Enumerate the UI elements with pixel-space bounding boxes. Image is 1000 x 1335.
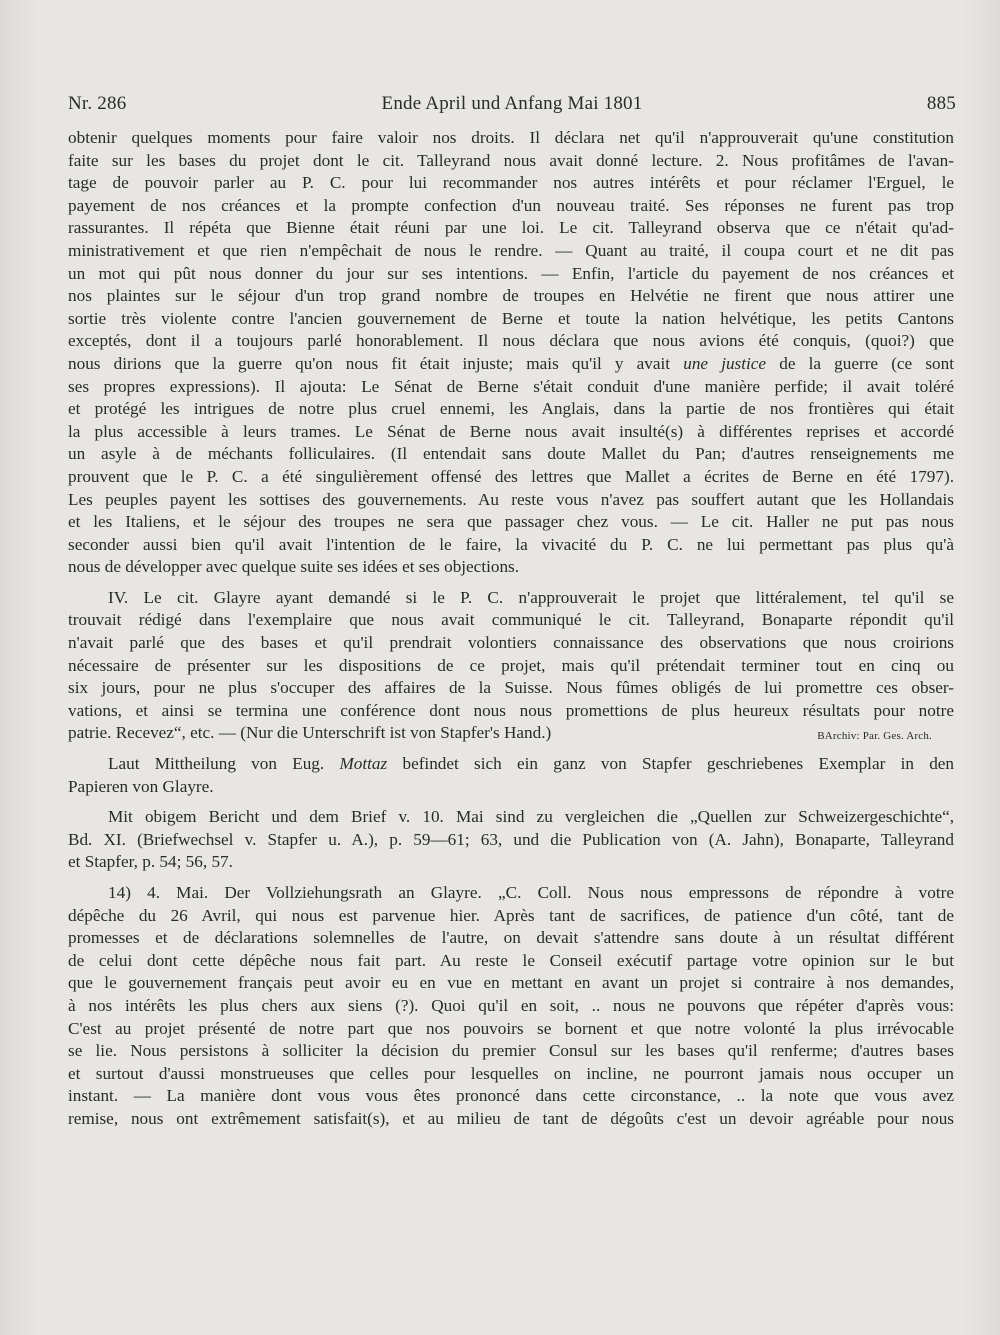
text-line: trouvait rédigé dans l'exemplaire que nous avait communiqué le cit. Talleyrand, Bonaparte répondit qu'il [68,610,954,630]
paragraph-gap [68,579,954,587]
text-line: patrie. Recevez“, etc. — (Nur die Unterschrift ist von Stapfer's Hand.) [68,723,552,743]
text-line: et protégé les intrigues de notre plus cruel ennemi, les Anglais, dans la partie de nos frontières qui était [68,399,954,419]
text-line: Papieren von Glayre. [68,776,214,796]
text-line: la plus accessible à leurs trames. Le Sénat de Berne nous avait insulté(s) à différentes reprises et accordé [68,421,954,441]
text-line: promesses et de déclarations solemnelles de l'autre, on devait s'attendre sans doute à un résultat différent [68,928,954,948]
text-line: nécessaire de présenter sur les dispositions de ce projet, mais qu'il prétendait terminer tout en cinq ou [68,655,954,675]
body-text [68,127,954,1131]
text-line: rassurantes. Il répéta que Bienne était réuni par une loi. Le cit. Talleyrand observa que ce n'était qu'ad- [68,218,954,238]
text-line: seconder aussi bien qu'il avait l'intention de le faire, la vivacité du P. C. ne lui permettant pas plus qu'à [68,534,954,554]
text-line: n'avait parlé que des bases et qu'il prendrait volontiers connaissance des observations que nous croirions [68,633,954,653]
text-line: Bd. XI. (Briefwechsel v. Stapfer u. A.), p. 59—61; 63, und die Publication von (A. Jahn), Bonaparte, Talleyrand [68,829,954,849]
italic-phrase: une justice [683,353,767,373]
page-number: 885 [926,93,956,114]
text-line: Les peuples payent les sottises des gouvernements. Au reste vous n'avez pas souffert autant que les Hollandais [68,489,954,509]
paragraph-gap [68,874,954,882]
text-line: que le gouvernement français peut avoir eu en vue en mettant en avant un projet si contraire à nos demandes, [68,973,954,993]
text-line: sortie très violente contre l'ancien gouvernement de Berne et toute la nation helvétique, les petits Cantons [68,308,954,328]
closing-line-row [68,722,954,745]
text-line: IV. Le cit. Glayre ayant demandé si le P. C. n'approuverait le projet que littéralement, tel qu'il se [108,587,954,607]
text-line: et Stapfer, p. 54; 56, 57. [68,852,233,872]
text-line: nous de développer avec quelque suite ses idées et ses objections. [68,557,520,577]
line-end: befindet sich ein ganz von Stapfer geschriebenes Exemplar in den [402,754,955,774]
text-line: et surtout d'aussi monstrueuses que celles pour lesquelles on incline, ne pourront jamais nous occuper un [68,1063,954,1083]
running-title: Ende April und Anfang Mai 1801 [381,93,643,114]
text-line: Mit obigem Bericht und dem Brief v. 10. Mai sind zu vergleichen die „Quellen zur Schweizergeschichte“, [108,807,954,827]
text-line: remise, nous ont extrêmement satisfait(s), et au milieu de tant de dégoûts c'est un devoir agréable pour nous [68,1108,954,1128]
text-line: dépêche du 26 Avril, qui nous est parvenue hier. Après tant de sacrifices, de patience d'un côté, tant de [68,905,954,925]
text-line-with-italic [68,353,954,376]
text-line: tage de pouvoir parler au P. C. pour lui recommander nos autres intérêts et pour réclamer l'Erguel, le [68,173,954,193]
line-end: de la guerre (ce sont [779,353,954,373]
text-line-with-italic [68,753,954,776]
text-line: de celui dont cette dépêche nous fait part. Au reste le Conseil exécutif partage votre opinion sur le but [68,950,954,970]
text-line: payement de nos créances et la prompte confection d'un nouveau traité. Ses réponses ne furent pas trop [68,195,954,215]
text-line: un asyle à de méchants folliculaires. (Il entendait sans doute Mallet du Pan; d'autres renseignements me [68,444,954,464]
line-start: nous dirions que la guerre qu'on nous fit était injuste; mais qu'il y avait [68,353,671,373]
text-line: nos plaintes sur le séjour d'un trop grand nombre de troupes en Helvétie ne firent que nous attirer une [68,286,954,306]
text-line: obtenir quelques moments pour faire valoir nos droits. Il déclara net qu'il n'approuverait qu'une constitution [68,128,954,147]
text-line: six jours, pour ne plus s'occuper des affaires de la Suisse. Nous fûmes obligés de lui promettre ces obser- [68,678,954,698]
text-line: prouvent que le P. C. a été singulièrement offensé des lettres que Mallet a écrites de Berne en été 1797). [68,466,954,486]
text-line: ses propres expressions). Il ajouta: Le Sénat de Berne s'était conduit d'une manière perfide; il avait toléré [68,376,954,396]
line-start: Laut Mittheilung von Eug. [108,754,325,774]
text-line: se lie. Nous persistons à solliciter la décision du premier Consul sur les bases qu'il renferme; d'autres bases [68,1041,954,1061]
text-line: ministrativement et que rien n'empêchait de nous le rendre. — Quant au traité, il coupa court et ne dit pas [68,240,954,260]
text-line: 14) 4. Mai. Der Vollziehungsrath an Glayre. „C. Coll. Nous nous empressons de répondre à votre [108,883,954,902]
paragraph-gap [68,798,954,806]
text-line: faite sur les bases du projet dont le cit. Talleyrand nous avait donné lecture. 2. Nous profitâmes de l'avan- [68,150,954,170]
text-line: un mot qui pût nous donner du jour sur ses intentions. — Enfin, l'article du payement de nos créances et [68,263,954,283]
italic-name: Mottaz [339,754,388,774]
text-line: instant. — La manière dont vous vous êtes prononcé dans cette circonstance, .. la note que vous avez [68,1086,954,1106]
text-line: C'est au projet présenté de notre part que nos pouvoirs se bornent et que notre volonté la plus irrévocable [68,1018,954,1038]
document-number: Nr. 286 [68,93,127,114]
text-line: exceptés, dont il a toujours parlé honorablement. Il nous déclara que nous avions été conquis, (quoi?) que [68,331,954,351]
archive-source-note: BArchiv: Par. Ges. Arch. [817,730,932,743]
text-line: vations, et ainsi se termina une conférence dont nous nous promettions de plus heureux résultats pour notre [68,700,954,720]
text-line: et les Italiens, et le séjour des troupes ne sera que passager chez vous. — Le cit. Haller ne put pas nous [68,512,954,532]
page-header [68,93,956,119]
text-line: à nos intérêts les plus chers aux siens (?). Quoi qu'il en soit, .. nous ne pouvons que répéter d'après vous: [68,995,954,1015]
